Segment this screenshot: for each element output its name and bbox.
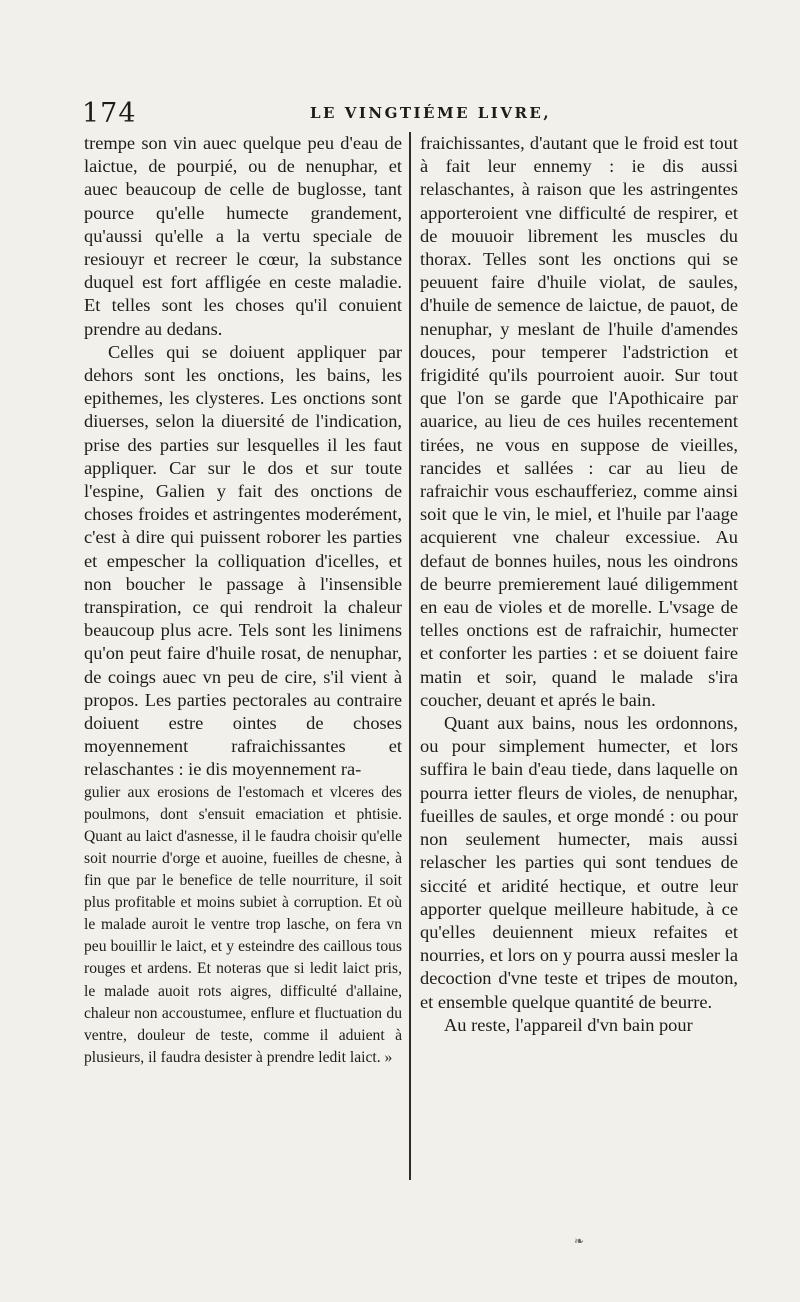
left-column: [84, 132, 402, 1069]
right-column: [420, 132, 738, 1037]
left-paragraph-2: Celles qui se doiuent appliquer par dehors sont les onctions, les bains, les epithemes, les clysteres. Les onctions sont diuerses, selon la diuersité de l'indication, prise des parties sur lesquelles il les faut appliquer. Car sur le dos et sur toute l'espine, Galien y fait des onctions de choses froides et astringentes moderément, c'est à dire qui puissent roborer les parties et empescher la colliquation d'icelles, et non boucher le passage à l'insensible transpiration, ce qui rendroit la chaleur beaucoup plus acre. Tels sont les linimens qu'on peut faire d'huile rosat, de nenuphar, de coings auec vn peu de cire, s'il vient à propos. Les parties pectorales au contraire doiuent estre ointes de choses moyennement rafraichissantes et relaschantes : ie dis moyennement ra-: [84, 341, 402, 780]
column-divider: [409, 132, 411, 1180]
left-paragraph-1: trempe son vin auec quelque peu d'eau de laictue, de pourpié, ou de nenuphar, et auec beaucoup de celle de buglosse, tant pource qu'elle humecte grandement, qu'aussi qu'elle a la vertu speciale de resiouyr et recreer le cœur, la substance duquel est fort affligée en ceste maladie. Et telles sont les choses qu'il conuient prendre au dedans.: [84, 133, 402, 339]
right-paragraph-2: Quant aux bains, nous les ordonnons, ou pour simplement humecter, et lors suffira le bain d'eau tiede, dans laquelle on pourra ietter fleurs de violes, de nenuphar, fueilles de saules, et orge mondé : ou pour non seulement humecter, mais aussi relascher les parties qui sont tendues de siccité et aridité hectique, et outre leur apporter quelque meilleure habitude, à ce qu'elles deuiennent mieux refaites et nourries, et lors on y pourra aussi mesler la decoction d'vne teste et tripes de mouton, et ensemble quelque quantité de beurre.: [420, 713, 738, 1012]
ornament-mark: ❧: [574, 1234, 585, 1248]
page-number: 174: [82, 98, 137, 129]
page-header: [82, 98, 736, 134]
running-title: LE VINGTIÉME LIVRE,: [310, 104, 552, 122]
right-paragraph-3: Au reste, l'appareil d'vn bain pour: [444, 1014, 693, 1035]
left-quoted-note: gulier aux erosions de l'estomach et vlceres des poulmons, dont s'ensuit emaciation et phtisie. Quant au laict d'asnesse, il le faudra choisir qu'elle soit nourrie d'orge et auoine, fueilles de chesne, à fin que par le benefice de telle nourriture, il soit plus profitable et moins subiet à corruption. Et où le malade auroit le ventre trop lasche, on fera vn peu bouillir le laict, et y esteindre des caillous tous rouges et ardens. Et noteras que si ledit laict pris, le malade auoit rots aigres, difficulté d'allaine, chaleur non accoustumee, enflure et fluctuation du ventre, douleur de teste, comme il aduient à plusieurs, il faudra desister à prendre ledit laict. »: [84, 783, 402, 1066]
right-paragraph-1: fraichissantes, d'autant que le froid est tout à fait leur ennemy : ie dis aussi relaschantes, à raison que les astringentes apporteroient vne difficulté de respirer, et de mouuoir librement les muscles du thorax. Telles sont les onctions qui se peuuent faire d'huile violat, de saules, d'huile de semence de laictue, de pauot, de nenuphar, y meslant de l'huile d'amendes douces, pour temperer l'adstriction et frigidité qu'ils pourroient auoir. Sur tout que l'on se garde que l'Apothicaire par auarice, au lieu de ces huiles recentement tirées, ne vous en suppose de vieilles, rancides et sallées : car au lieu de rafraichir vous eschaufferiez, comme ainsi soit que le vin, le miel, et l'huile par l'aage acquierent vne chaleur excessiue. Au defaut de bonnes huiles, nous les oindrons de beurre premierement laué diligemment en eau de violes et de morelle. L'vsage de telles onctions est de rafraichir, humecter et conforter les parties : et se doiuent faire matin et soir, quand le malade s'ira coucher, deuant et aprés le bain.: [420, 133, 738, 710]
